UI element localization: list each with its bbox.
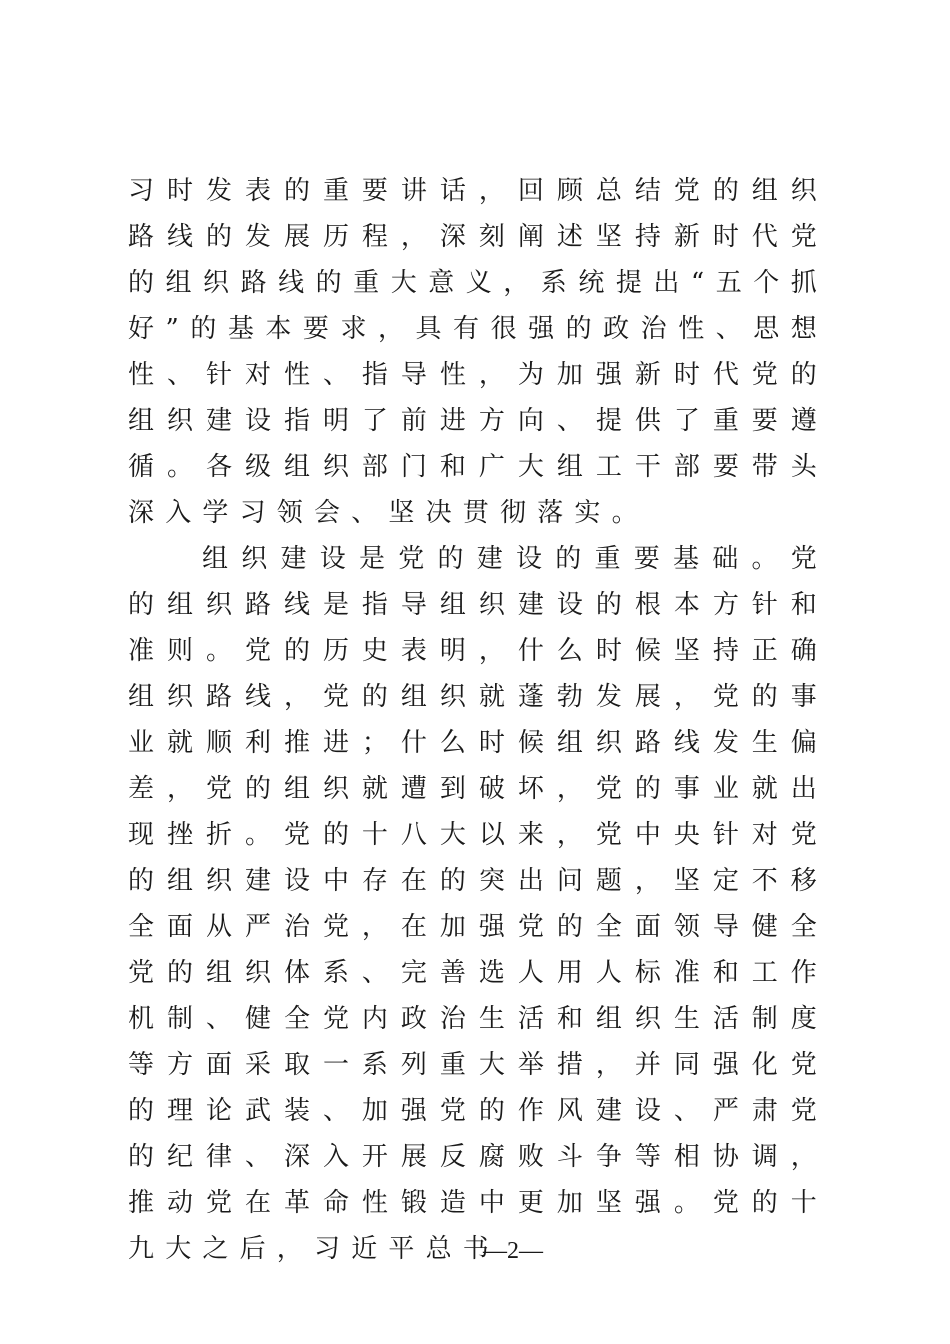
paragraph-continuation: 习时发表的重要讲话，回顾总结党的组织路线的发展历程，深刻阐述坚持新时代党的组织路线的重大意义，系统提出“五个抓好”的基本要求，具有很强的政治性、思想性、针对性、指导性，为加强新时代党的组织建设指明了前进方向、提供了重要遵循。各级组织部门和广大组工干部要带头深入学习领会、坚决贯彻落实。	[128, 176, 828, 528]
document-body	[128, 168, 828, 1272]
paragraph-organization-building: 组织建设是党的建设的重要基础。党的组织路线是指导组织建设的根本方针和准则。党的历史表明，什么时候坚持正确组织路线，党的组织就蓬勃发展，党的事业就顺利推进；什么时候组织路线发生偏差，党的组织就遭到破坏，党的事业就出现挫折。党的十八大以来，党中央针对党的组织建设中存在的突出问题，坚定不移全面从严治党，在加强党的全面领导健全党的组织体系、完善选人用人标准和工作机制、健全党内政治生活和组织生活制度等方面采取一系列重大举措，并同强化党的理论武装、加强党的作风建设、严肃党的纪律、深入开展反腐败斗争等相协调，推动党在革命性锻造中更加坚强。党的十九大之后，习近平总书	[128, 544, 828, 1264]
page-number: —2—	[483, 1238, 543, 1264]
